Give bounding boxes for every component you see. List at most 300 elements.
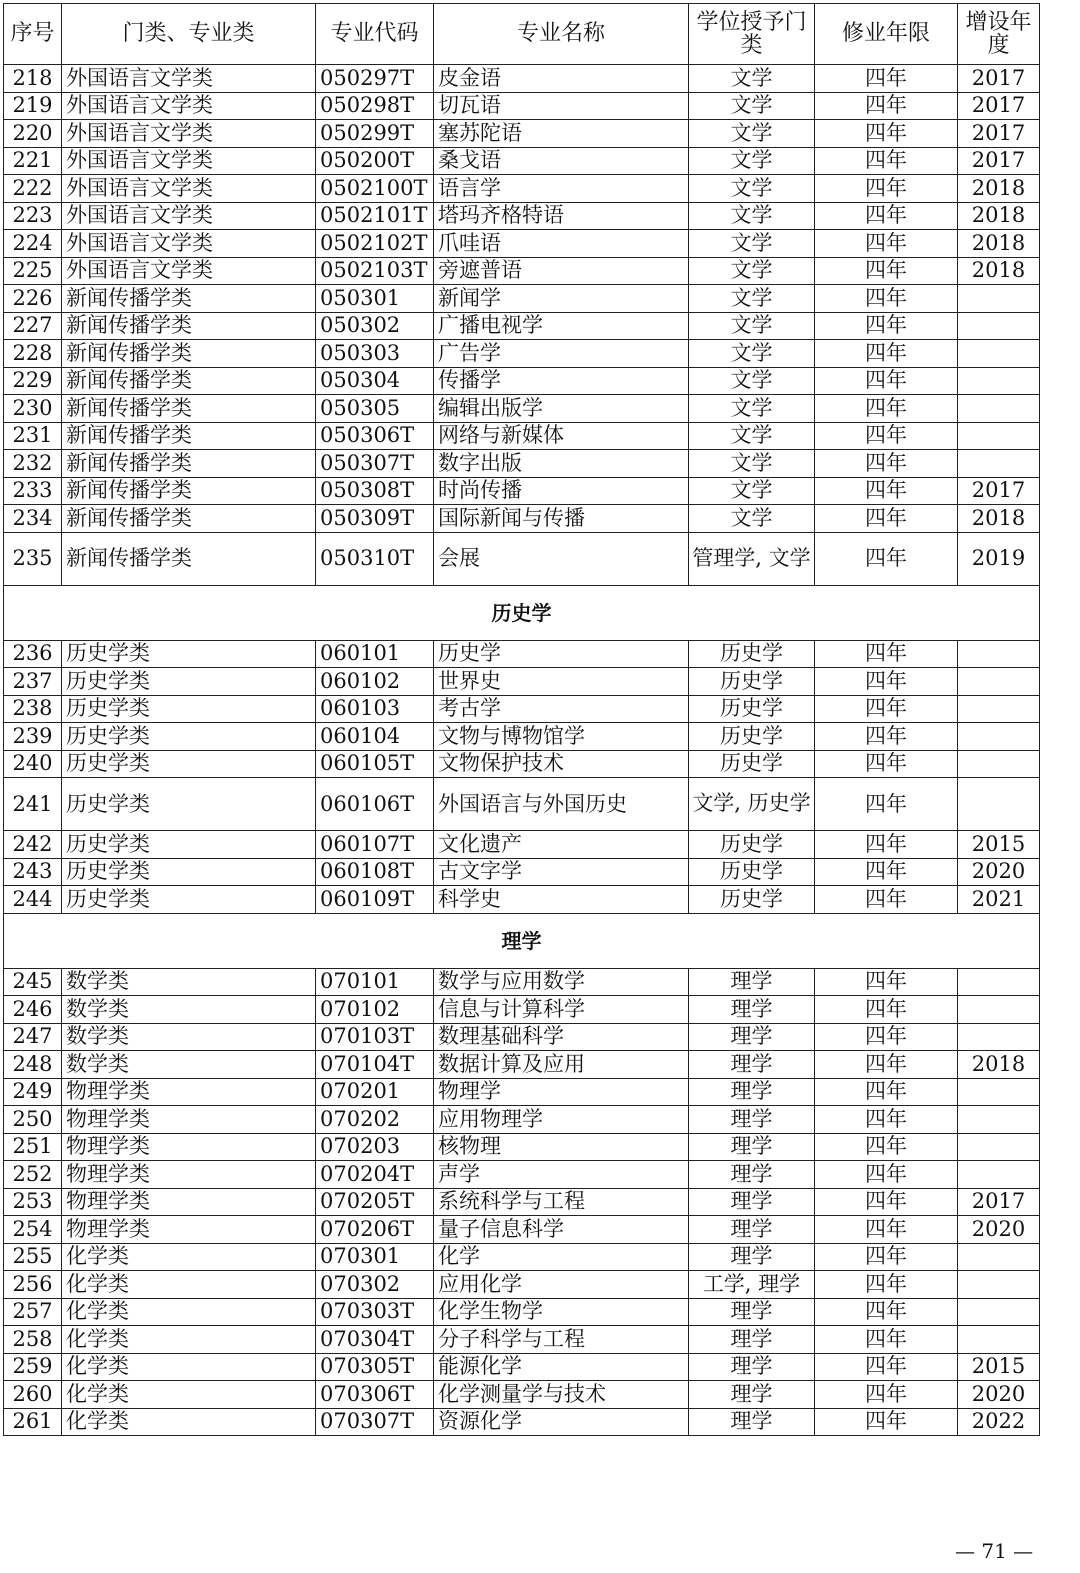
- cell-serial-number: 261: [4, 1408, 62, 1436]
- cell-category: 物理学类: [62, 1133, 316, 1161]
- table-row: [4, 65, 1040, 93]
- cell-major-name: 塞苏陀语: [434, 120, 689, 148]
- cell-degree-category: 理学: [689, 1243, 815, 1271]
- header-major-name: 专业名称: [434, 4, 689, 65]
- cell-major-name: 切瓦语: [434, 92, 689, 120]
- table-row: [4, 1188, 1040, 1216]
- cell-major-code: 050299T: [316, 120, 434, 148]
- cell-major-code: 050306T: [316, 422, 434, 450]
- cell-major-name: 外国语言与外国历史: [434, 778, 689, 831]
- cell-degree-category: 文学: [689, 340, 815, 368]
- table-header-row: [4, 4, 1040, 65]
- cell-serial-number: 248: [4, 1051, 62, 1079]
- cell-category: 新闻传播学类: [62, 422, 316, 450]
- cell-study-years: 四年: [815, 668, 958, 696]
- cell-study-years: 四年: [815, 1078, 958, 1106]
- cell-category: 新闻传播学类: [62, 367, 316, 395]
- cell-major-name: 会展: [434, 532, 689, 585]
- table-row: [4, 668, 1040, 696]
- cell-major-name: 国际新闻与传播: [434, 505, 689, 533]
- cell-study-years: 四年: [815, 395, 958, 423]
- cell-major-code: 050200T: [316, 147, 434, 175]
- document-page: [3, 3, 1039, 1563]
- cell-degree-category: 历史学: [689, 831, 815, 859]
- cell-category: 化学类: [62, 1271, 316, 1299]
- cell-study-years: 四年: [815, 367, 958, 395]
- cell-category: 外国语言文学类: [62, 257, 316, 285]
- cell-degree-category: 历史学: [689, 886, 815, 914]
- cell-category: 数学类: [62, 996, 316, 1024]
- cell-degree-category: 历史学: [689, 640, 815, 668]
- cell-study-years: 四年: [815, 723, 958, 751]
- cell-degree-category: 理学: [689, 1326, 815, 1354]
- cell-major-code: 050307T: [316, 450, 434, 478]
- cell-degree-category: 理学: [689, 1353, 815, 1381]
- cell-degree-category: 历史学: [689, 750, 815, 778]
- cell-year-added: 2018: [958, 505, 1040, 533]
- cell-degree-category: 文学: [689, 477, 815, 505]
- cell-major-code: 070102: [316, 996, 434, 1024]
- cell-year-added: [958, 395, 1040, 423]
- cell-year-added: 2020: [958, 858, 1040, 886]
- cell-major-name: 旁遮普语: [434, 257, 689, 285]
- cell-major-code: 050308T: [316, 477, 434, 505]
- cell-major-code: 070104T: [316, 1051, 434, 1079]
- table-row: [4, 1023, 1040, 1051]
- cell-year-added: 2015: [958, 1353, 1040, 1381]
- cell-study-years: 四年: [815, 695, 958, 723]
- cell-serial-number: 235: [4, 532, 62, 585]
- cell-degree-category: 文学: [689, 450, 815, 478]
- cell-serial-number: 252: [4, 1161, 62, 1189]
- cell-major-code: 070202: [316, 1106, 434, 1134]
- cell-category: 化学类: [62, 1298, 316, 1326]
- cell-degree-category: 文学: [689, 202, 815, 230]
- cell-major-name: 爪哇语: [434, 230, 689, 258]
- cell-category: 历史学类: [62, 695, 316, 723]
- cell-year-added: [958, 996, 1040, 1024]
- cell-category: 新闻传播学类: [62, 285, 316, 313]
- cell-major-code: 060109T: [316, 886, 434, 914]
- cell-category: 物理学类: [62, 1216, 316, 1244]
- cell-major-code: 070204T: [316, 1161, 434, 1189]
- cell-major-code: 0502103T: [316, 257, 434, 285]
- cell-major-name: 广告学: [434, 340, 689, 368]
- cell-serial-number: 226: [4, 285, 62, 313]
- cell-major-name: 应用物理学: [434, 1106, 689, 1134]
- cell-major-code: 050297T: [316, 65, 434, 93]
- cell-year-added: 2017: [958, 120, 1040, 148]
- cell-serial-number: 258: [4, 1326, 62, 1354]
- cell-serial-number: 238: [4, 695, 62, 723]
- cell-year-added: 2017: [958, 147, 1040, 175]
- table-row: [4, 695, 1040, 723]
- cell-category: 新闻传播学类: [62, 312, 316, 340]
- table-row: [4, 367, 1040, 395]
- cell-major-code: 060103: [316, 695, 434, 723]
- cell-major-code: 060104: [316, 723, 434, 751]
- table-row: [4, 1271, 1040, 1299]
- cell-study-years: 四年: [815, 505, 958, 533]
- section-header-row: [4, 913, 1040, 968]
- cell-degree-category: 理学: [689, 996, 815, 1024]
- cell-category: 新闻传播学类: [62, 532, 316, 585]
- cell-degree-category: 历史学: [689, 668, 815, 696]
- cell-serial-number: 227: [4, 312, 62, 340]
- cell-major-name: 文物保护技术: [434, 750, 689, 778]
- cell-major-code: 050309T: [316, 505, 434, 533]
- cell-study-years: 四年: [815, 257, 958, 285]
- cell-degree-category: 理学: [689, 1298, 815, 1326]
- cell-category: 历史学类: [62, 640, 316, 668]
- cell-degree-category: 理学: [689, 1051, 815, 1079]
- cell-major-code: 050301: [316, 285, 434, 313]
- cell-study-years: 四年: [815, 92, 958, 120]
- cell-study-years: 四年: [815, 1216, 958, 1244]
- cell-category: 化学类: [62, 1381, 316, 1409]
- table-row: [4, 532, 1040, 585]
- cell-major-code: 060108T: [316, 858, 434, 886]
- cell-category: 外国语言文学类: [62, 120, 316, 148]
- cell-study-years: 四年: [815, 1408, 958, 1436]
- cell-degree-category: 文学: [689, 120, 815, 148]
- cell-major-code: 070205T: [316, 1188, 434, 1216]
- cell-major-name: 分子科学与工程: [434, 1326, 689, 1354]
- cell-major-code: 060107T: [316, 831, 434, 859]
- cell-major-code: 0502102T: [316, 230, 434, 258]
- cell-major-code: 050310T: [316, 532, 434, 585]
- cell-study-years: 四年: [815, 1298, 958, 1326]
- cell-year-added: 2017: [958, 1188, 1040, 1216]
- cell-major-name: 桑戈语: [434, 147, 689, 175]
- table-row: [4, 1051, 1040, 1079]
- table-row: [4, 505, 1040, 533]
- cell-study-years: 四年: [815, 831, 958, 859]
- table-row: [4, 312, 1040, 340]
- cell-category: 新闻传播学类: [62, 477, 316, 505]
- cell-major-code: 060102: [316, 668, 434, 696]
- cell-major-name: 资源化学: [434, 1408, 689, 1436]
- cell-year-added: 2015: [958, 831, 1040, 859]
- table-row: [4, 175, 1040, 203]
- table-row: [4, 422, 1040, 450]
- cell-study-years: 四年: [815, 968, 958, 996]
- cell-serial-number: 218: [4, 65, 62, 93]
- cell-study-years: 四年: [815, 1353, 958, 1381]
- cell-year-added: [958, 1078, 1040, 1106]
- cell-year-added: 2017: [958, 65, 1040, 93]
- table-row: [4, 257, 1040, 285]
- cell-major-code: 070206T: [316, 1216, 434, 1244]
- cell-major-code: 070305T: [316, 1353, 434, 1381]
- table-row: [4, 202, 1040, 230]
- cell-year-added: 2018: [958, 1051, 1040, 1079]
- cell-major-code: 060101: [316, 640, 434, 668]
- cell-study-years: 四年: [815, 750, 958, 778]
- table-row: [4, 778, 1040, 831]
- cell-category: 历史学类: [62, 750, 316, 778]
- cell-year-added: [958, 640, 1040, 668]
- cell-major-code: 070302: [316, 1271, 434, 1299]
- cell-category: 数学类: [62, 1051, 316, 1079]
- cell-year-added: [958, 1023, 1040, 1051]
- cell-degree-category: 理学: [689, 1161, 815, 1189]
- cell-major-code: 050304: [316, 367, 434, 395]
- cell-serial-number: 228: [4, 340, 62, 368]
- cell-major-name: 信息与计算科学: [434, 996, 689, 1024]
- cell-major-name: 科学史: [434, 886, 689, 914]
- cell-major-name: 应用化学: [434, 1271, 689, 1299]
- cell-study-years: 四年: [815, 1271, 958, 1299]
- cell-category: 物理学类: [62, 1161, 316, 1189]
- cell-study-years: 四年: [815, 858, 958, 886]
- cell-major-name: 世界史: [434, 668, 689, 696]
- table-row: [4, 723, 1040, 751]
- cell-serial-number: 245: [4, 968, 62, 996]
- cell-degree-category: 文学: [689, 285, 815, 313]
- cell-category: 物理学类: [62, 1106, 316, 1134]
- cell-year-added: [958, 340, 1040, 368]
- cell-major-code: 070201: [316, 1078, 434, 1106]
- cell-major-name: 数学与应用数学: [434, 968, 689, 996]
- cell-study-years: 四年: [815, 120, 958, 148]
- cell-study-years: 四年: [815, 886, 958, 914]
- cell-major-name: 声学: [434, 1161, 689, 1189]
- cell-degree-category: 管理学, 文学: [689, 532, 815, 585]
- cell-degree-category: 文学: [689, 65, 815, 93]
- cell-degree-category: 理学: [689, 1078, 815, 1106]
- cell-major-code: 050298T: [316, 92, 434, 120]
- cell-study-years: 四年: [815, 422, 958, 450]
- cell-category: 外国语言文学类: [62, 92, 316, 120]
- table-row: [4, 831, 1040, 859]
- cell-study-years: 四年: [815, 340, 958, 368]
- cell-serial-number: 244: [4, 886, 62, 914]
- table-row: [4, 1216, 1040, 1244]
- cell-serial-number: 239: [4, 723, 62, 751]
- cell-major-name: 传播学: [434, 367, 689, 395]
- cell-major-name: 化学生物学: [434, 1298, 689, 1326]
- table-row: [4, 147, 1040, 175]
- header-degree-category: 学位授予门类: [689, 4, 815, 65]
- table-row: [4, 1078, 1040, 1106]
- cell-major-name: 新闻学: [434, 285, 689, 313]
- cell-study-years: 四年: [815, 175, 958, 203]
- cell-study-years: 四年: [815, 532, 958, 585]
- cell-major-name: 古文字学: [434, 858, 689, 886]
- cell-major-name: 数据计算及应用: [434, 1051, 689, 1079]
- cell-category: 新闻传播学类: [62, 395, 316, 423]
- table-row: [4, 1408, 1040, 1436]
- cell-major-name: 考古学: [434, 695, 689, 723]
- cell-degree-category: 文学: [689, 257, 815, 285]
- section-title: 历史学: [4, 585, 1040, 640]
- cell-major-code: 070301: [316, 1243, 434, 1271]
- page-number: — 71 —: [955, 1539, 1034, 1563]
- cell-category: 新闻传播学类: [62, 450, 316, 478]
- cell-major-code: 0502100T: [316, 175, 434, 203]
- cell-degree-category: 历史学: [689, 695, 815, 723]
- table-row: [4, 477, 1040, 505]
- cell-category: 外国语言文学类: [62, 175, 316, 203]
- cell-major-name: 物理学: [434, 1078, 689, 1106]
- header-major-code: 专业代码: [316, 4, 434, 65]
- table-row: [4, 1298, 1040, 1326]
- cell-serial-number: 253: [4, 1188, 62, 1216]
- cell-study-years: 四年: [815, 640, 958, 668]
- cell-serial-number: 234: [4, 505, 62, 533]
- cell-study-years: 四年: [815, 1161, 958, 1189]
- cell-degree-category: 文学: [689, 175, 815, 203]
- cell-major-name: 广播电视学: [434, 312, 689, 340]
- cell-category: 物理学类: [62, 1078, 316, 1106]
- cell-category: 历史学类: [62, 831, 316, 859]
- cell-category: 外国语言文学类: [62, 147, 316, 175]
- cell-year-added: [958, 1326, 1040, 1354]
- cell-degree-category: 理学: [689, 1106, 815, 1134]
- table-row: [4, 120, 1040, 148]
- cell-major-code: 070307T: [316, 1408, 434, 1436]
- table-row: [4, 230, 1040, 258]
- cell-category: 外国语言文学类: [62, 65, 316, 93]
- cell-degree-category: 文学: [689, 505, 815, 533]
- header-year-added: 增设年度: [958, 4, 1040, 65]
- cell-major-name: 时尚传播: [434, 477, 689, 505]
- cell-study-years: 四年: [815, 1326, 958, 1354]
- table-row: [4, 450, 1040, 478]
- cell-category: 历史学类: [62, 778, 316, 831]
- cell-study-years: 四年: [815, 285, 958, 313]
- cell-degree-category: 文学: [689, 395, 815, 423]
- cell-study-years: 四年: [815, 1381, 958, 1409]
- cell-serial-number: 250: [4, 1106, 62, 1134]
- cell-category: 数学类: [62, 968, 316, 996]
- cell-serial-number: 229: [4, 367, 62, 395]
- table-row: [4, 1133, 1040, 1161]
- cell-serial-number: 236: [4, 640, 62, 668]
- cell-major-name: 化学测量学与技术: [434, 1381, 689, 1409]
- table-row: [4, 1326, 1040, 1354]
- cell-major-name: 历史学: [434, 640, 689, 668]
- cell-year-added: [958, 1298, 1040, 1326]
- cell-year-added: [958, 750, 1040, 778]
- table-row: [4, 1106, 1040, 1134]
- cell-year-added: 2020: [958, 1381, 1040, 1409]
- cell-year-added: 2021: [958, 886, 1040, 914]
- cell-serial-number: 232: [4, 450, 62, 478]
- cell-major-name: 核物理: [434, 1133, 689, 1161]
- cell-degree-category: 理学: [689, 1408, 815, 1436]
- cell-serial-number: 249: [4, 1078, 62, 1106]
- table-row: [4, 1161, 1040, 1189]
- cell-major-code: 070303T: [316, 1298, 434, 1326]
- cell-study-years: 四年: [815, 1023, 958, 1051]
- cell-category: 历史学类: [62, 723, 316, 751]
- cell-category: 化学类: [62, 1408, 316, 1436]
- cell-major-name: 化学: [434, 1243, 689, 1271]
- cell-major-name: 文物与博物馆学: [434, 723, 689, 751]
- cell-degree-category: 理学: [689, 968, 815, 996]
- cell-year-added: 2018: [958, 202, 1040, 230]
- cell-major-code: 070203: [316, 1133, 434, 1161]
- cell-degree-category: 历史学: [689, 723, 815, 751]
- cell-degree-category: 文学, 历史学: [689, 778, 815, 831]
- cell-study-years: 四年: [815, 477, 958, 505]
- cell-serial-number: 243: [4, 858, 62, 886]
- cell-serial-number: 233: [4, 477, 62, 505]
- table-row: [4, 92, 1040, 120]
- table-row: [4, 395, 1040, 423]
- cell-year-added: [958, 450, 1040, 478]
- cell-category: 化学类: [62, 1353, 316, 1381]
- cell-study-years: 四年: [815, 1106, 958, 1134]
- table-row: [4, 858, 1040, 886]
- cell-study-years: 四年: [815, 230, 958, 258]
- cell-year-added: [958, 668, 1040, 696]
- cell-year-added: 2022: [958, 1408, 1040, 1436]
- header-serial-number: 序号: [4, 4, 62, 65]
- table-row: [4, 340, 1040, 368]
- header-category: 门类、专业类: [62, 4, 316, 65]
- cell-year-added: 2018: [958, 257, 1040, 285]
- cell-degree-category: 历史学: [689, 858, 815, 886]
- cell-category: 外国语言文学类: [62, 202, 316, 230]
- cell-serial-number: 237: [4, 668, 62, 696]
- cell-major-code: 070103T: [316, 1023, 434, 1051]
- cell-major-name: 皮金语: [434, 65, 689, 93]
- cell-study-years: 四年: [815, 778, 958, 831]
- cell-major-name: 数理基础科学: [434, 1023, 689, 1051]
- cell-year-added: 2017: [958, 92, 1040, 120]
- cell-major-name: 网络与新媒体: [434, 422, 689, 450]
- cell-degree-category: 文学: [689, 92, 815, 120]
- cell-serial-number: 219: [4, 92, 62, 120]
- cell-serial-number: 225: [4, 257, 62, 285]
- cell-study-years: 四年: [815, 147, 958, 175]
- cell-serial-number: 255: [4, 1243, 62, 1271]
- cell-serial-number: 231: [4, 422, 62, 450]
- cell-year-added: [958, 695, 1040, 723]
- section-title: 理学: [4, 913, 1040, 968]
- cell-degree-category: 理学: [689, 1188, 815, 1216]
- cell-serial-number: 246: [4, 996, 62, 1024]
- cell-category: 数学类: [62, 1023, 316, 1051]
- cell-category: 历史学类: [62, 858, 316, 886]
- cell-category: 历史学类: [62, 886, 316, 914]
- cell-degree-category: 文学: [689, 230, 815, 258]
- cell-year-added: [958, 1243, 1040, 1271]
- cell-year-added: [958, 312, 1040, 340]
- cell-major-name: 能源化学: [434, 1353, 689, 1381]
- cell-year-added: [958, 285, 1040, 313]
- cell-serial-number: 222: [4, 175, 62, 203]
- table-row: [4, 750, 1040, 778]
- cell-major-name: 量子信息科学: [434, 1216, 689, 1244]
- header-study-years: 修业年限: [815, 4, 958, 65]
- cell-degree-category: 文学: [689, 147, 815, 175]
- cell-study-years: 四年: [815, 1243, 958, 1271]
- cell-year-added: 2018: [958, 230, 1040, 258]
- cell-major-code: 070306T: [316, 1381, 434, 1409]
- cell-degree-category: 理学: [689, 1133, 815, 1161]
- cell-year-added: [958, 723, 1040, 751]
- cell-category: 历史学类: [62, 668, 316, 696]
- cell-degree-category: 文学: [689, 422, 815, 450]
- cell-serial-number: 256: [4, 1271, 62, 1299]
- cell-major-code: 050302: [316, 312, 434, 340]
- cell-year-added: [958, 1106, 1040, 1134]
- cell-serial-number: 220: [4, 120, 62, 148]
